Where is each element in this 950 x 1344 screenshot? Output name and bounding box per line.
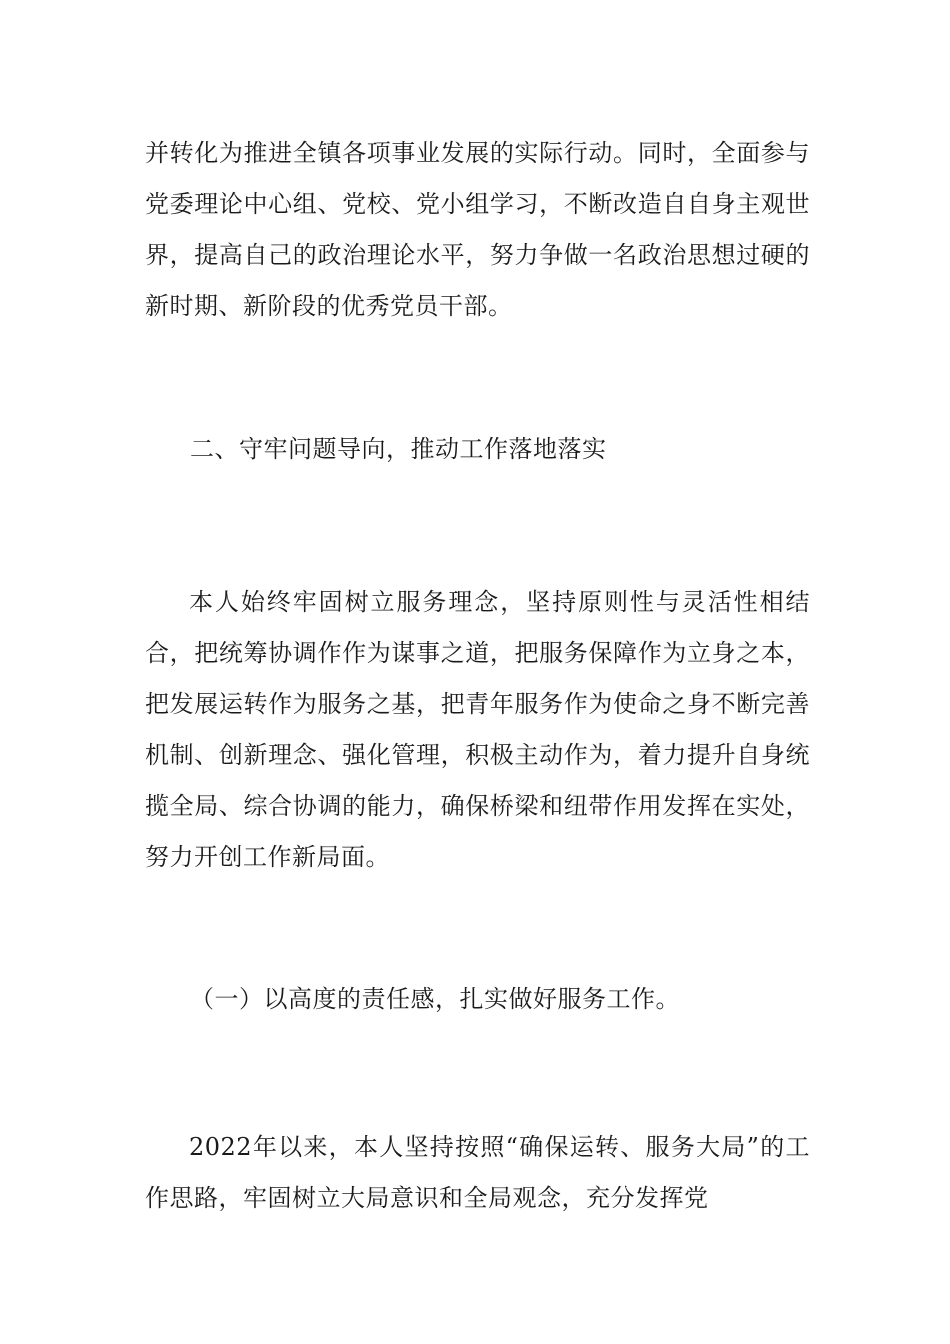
body-paragraph-2022: 2022年以来，本人坚持按照“确保运转、服务大局”的工作思路，牢固树立大局意识和全局观念，充分发挥党 bbox=[145, 1133, 810, 1212]
section-heading-2: 二、守牢问题导向，推动工作落地落实 bbox=[190, 435, 607, 463]
subsection-heading-1: （一）以高度的责任感，扎实做好服务工作。 bbox=[190, 985, 680, 1013]
body-paragraph-service: 本人始终牢固树立服务理念，坚持原则性与灵活性相结合，把统筹协调作作为谋事之道，把服务保障作为立身之本，把发展运转作为服务之基，把青年服务作为使命之身不断完善机制、创新理念、强化管理，积极主动作为，着力提升自身统揽全局、综合协调的能力，确保桥梁和纽带作用发挥在实处，努力开创工作新局面。 bbox=[145, 588, 810, 871]
body-paragraph-continuation: 并转化为推进全镇各项事业发展的实际行动。同时，全面参与党委理论中心组、党校、党小组学习，不断改造自自身主观世界，提高自己的政治理论水平，努力争做一名政治思想过硬的新时期、新阶段的优秀党员干部。 bbox=[145, 139, 810, 320]
